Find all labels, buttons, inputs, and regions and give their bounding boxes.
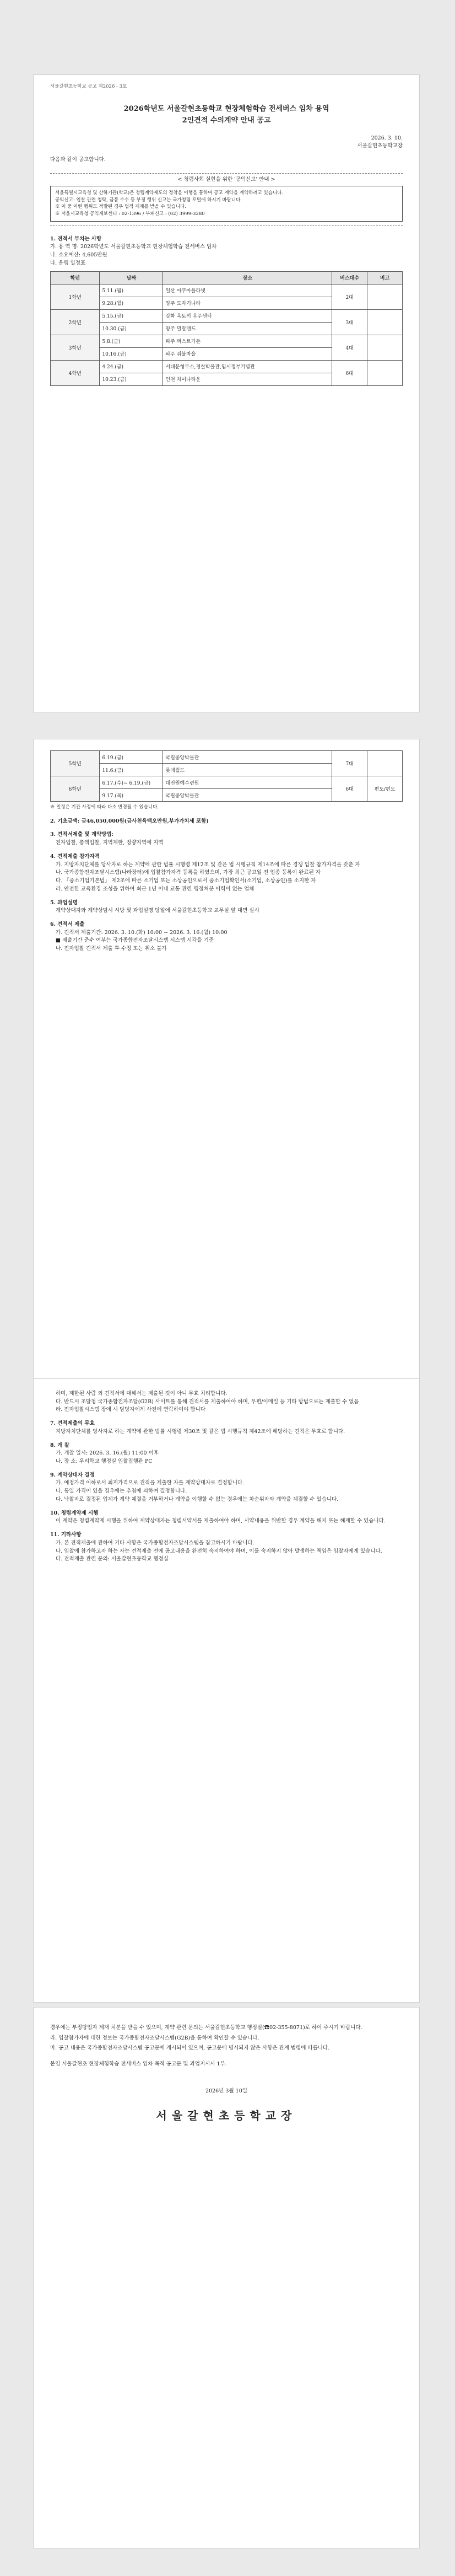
place-cell: 서대문형무소,경찰박물관,임시정부기념관 bbox=[163, 360, 332, 373]
table-row bbox=[51, 335, 403, 347]
page-4-line: 경우에는 부정당업자 제재 처분을 받을 수 있으며, 계약 관련 문의는 서울갈현초등학교 행정실(☎02-355-8071)로 하여 주시기 바랍니다. bbox=[50, 2025, 362, 2031]
section-body-line: 나. 동일 가격이 있을 경우에는 추첨에 의하여 결정합니다. bbox=[56, 1488, 187, 1495]
table-row bbox=[51, 309, 403, 322]
place-cell: 파주 쥐불마을 bbox=[163, 347, 332, 360]
place-cell: 양주 도자기나라 bbox=[163, 297, 332, 309]
notice-title-line-1: 2026학년도 서울갈현초등학교 현장체험학습 전세버스 임차 용역 bbox=[123, 105, 329, 113]
place-cell: 롯데월드 bbox=[163, 764, 332, 776]
schedule-table-continued bbox=[50, 750, 403, 802]
date-cell: 10.23.(금) bbox=[100, 373, 163, 385]
buses-cell: 2대 bbox=[332, 284, 367, 309]
date-cell: 4.24.(금) bbox=[100, 360, 163, 373]
notice-line: ※ 서울시교육청 공익제보센터 : 02-1396 / 부패신고 : (02) 3999-3280 bbox=[55, 211, 205, 217]
grade-cell: 2학년 bbox=[51, 309, 100, 335]
section-body-line: 다. 견적제출 관련 문의: 서울갈현초등학교 행정실 bbox=[56, 1556, 169, 1563]
document-page-2 bbox=[33, 739, 420, 1391]
section-body-line: 이 계약은 청렴계약제 시행을 위하여 계약상대자는 청렴서약서를 제출하여야 하며, 서약내용을 위반할 경우 계약을 해지 또는 해제할 수 있습니다. bbox=[56, 1518, 386, 1525]
place-cell: 인천 차이나타운 bbox=[163, 373, 332, 385]
section-heading: 3. 견적서제출 및 계약방법: bbox=[50, 831, 114, 838]
notice-line: 공익신고: 입찰 관련 청탁, 금품 수수 등 부정 행위 신고는 국가청렴 포털에 하시기 바랍니다. bbox=[55, 197, 242, 203]
notice-box bbox=[50, 186, 403, 222]
section-body-line: 가. 지방자치단체를 당사자로 하는 계약에 관한 법률 시행령 제12조 및 같은 법 시행규칙 제14조에 따른 경쟁 입찰 참가자격을 갖춘 자 bbox=[56, 861, 360, 868]
section-body-line: 나. 국가종합전자조달시스템(나라장터)에 입찰참가자격 등록을 하였으며, 가장 최근 공고일 전 업종 등록이 완료된 자 bbox=[56, 870, 321, 876]
notice-line: 서울특별시교육청 및 산하기관(학교)은 청렴계약제도의 정착을 이행을 통하여 공고 계약을 계약하려고 있습니다. bbox=[55, 190, 284, 196]
document-page-1 bbox=[33, 74, 420, 712]
section-heading: 11. 기타사항 bbox=[50, 1532, 82, 1538]
note-cell bbox=[367, 284, 403, 309]
section-heading: 5. 과업설명 bbox=[50, 899, 78, 906]
place-cell: 국립중앙박물관 bbox=[163, 751, 332, 764]
school-head: 서울갈현초등학교장 bbox=[357, 143, 403, 149]
buses-cell: 7대 bbox=[332, 751, 367, 776]
section-body-line: ■ 제출기간 준수 여부는 국가종합전자조달시스템 시스템 시각을 기준 bbox=[56, 937, 214, 944]
date-cell: 5.15.(금) bbox=[100, 309, 163, 322]
buses-cell: 6대 bbox=[332, 360, 367, 385]
date-cell: 9.17.(목) bbox=[100, 789, 163, 802]
grade-cell: 1학년 bbox=[51, 284, 100, 309]
buses-cell: 4대 bbox=[332, 335, 367, 360]
notice-title-line-2: 2인견적 수의계약 안내 공고 bbox=[182, 116, 271, 125]
grade-cell: 6학년 bbox=[51, 776, 100, 802]
section-body-line: 나. 입찰에 참가하고자 하는 자는 견적제출 전에 공고내용을 완전히 숙지하여야 하며, 이를 숙지하지 않아 발생하는 책임은 입찰자에게 있습니다. bbox=[56, 1548, 382, 1554]
table-row bbox=[51, 284, 403, 297]
place-cell: 파주 퍼스트가든 bbox=[163, 335, 332, 347]
col-note: 비고 bbox=[367, 271, 403, 284]
section-body-line: 라. 안전한 교육환경 조성을 위하여 최근 1년 이내 교통 관련 행정처분 이력이 없는 업체 bbox=[56, 886, 254, 892]
notice-date: 2026. 3. 10. bbox=[371, 135, 403, 141]
section-body-line: 라. 전자입찰시스템 장애 시 담당자에게 사전에 연락하여야 합니다 bbox=[56, 1407, 205, 1413]
place-cell: 대전원예수련원 bbox=[163, 776, 332, 789]
page-2-content bbox=[50, 750, 403, 953]
document-page-4 bbox=[33, 2007, 420, 2548]
col-grade: 학년 bbox=[51, 271, 100, 284]
col-place: 장소 bbox=[163, 271, 332, 284]
note-cell bbox=[367, 751, 403, 776]
section-body-line: 나. 장 소: 우리학교 행정실 입찰집행관 PC bbox=[56, 1458, 153, 1465]
grade-cell: 3학년 bbox=[51, 335, 100, 360]
col-date: 날짜 bbox=[100, 271, 163, 284]
section-1-item: 나. 소요예산: 4,605만원 bbox=[50, 252, 107, 259]
grade-cell: 4학년 bbox=[51, 360, 100, 385]
section-body-line: 다. 반드시 조달청 국가종합전자조달(G2B) 사이트를 통해 견적서를 제출하여야 하며, 우편/이메일 등 기타 방법으로는 제출할 수 없음 bbox=[56, 1398, 359, 1405]
date-cell: 9.28.(월) bbox=[100, 297, 163, 309]
page-4-line: 마. 공고 내용은 국가종합전자조달시스템 공고문에 게시되어 있으며, 공고문에 명시되지 않은 사항은 관계 법령에 따릅니다. bbox=[50, 2045, 330, 2052]
section-body-line: 지방자치단체를 당사자로 하는 계약에 관한 법률 시행령 제30조 및 같은 법 시행규칙 제42조에 해당하는 견적은 무효로 합니다. bbox=[56, 1428, 345, 1435]
date-cell: 10.30.(금) bbox=[100, 322, 163, 335]
date-cell: 5.11.(월) bbox=[100, 284, 163, 297]
section-heading: 9. 계약상대자 결정 bbox=[50, 1472, 95, 1478]
page-3-body bbox=[50, 1390, 403, 1564]
schedule-header-row bbox=[51, 271, 403, 284]
attachment-line: 붙임 서울갈현초 현장체험학습 전세버스 임차 목적 공고문 및 과업지시서 1부. bbox=[50, 2061, 227, 2068]
page-2-body bbox=[50, 818, 403, 953]
place-cell: 강화 옥토끼 우주센터 bbox=[163, 309, 332, 322]
note-cell: 편도/편도 bbox=[367, 776, 403, 802]
section-body-line: 가. 개찰 일시: 2026. 3. 16.(월) 11:00 이후 bbox=[56, 1450, 159, 1457]
section-body-line: 전자입찰, 총액입찰, 지역제한, 정량지역에 지역 bbox=[56, 840, 164, 846]
schedule-table bbox=[50, 271, 403, 386]
intro-text: 다음과 같이 공고합니다. bbox=[50, 157, 106, 163]
place-cell: 국립중앙박물관 bbox=[163, 789, 332, 802]
notice-number: 서울갈현초등학교 공고 제2026 - 3호 bbox=[50, 84, 127, 89]
section-heading: 6. 견적서 제출 bbox=[50, 921, 85, 927]
schedule-note: ※ 일정은 기관 사정에 따라 다소 변경될 수 있습니다. bbox=[50, 804, 159, 810]
note-cell bbox=[367, 309, 403, 335]
section-1-heading: 1. 견적서 부치는 사항 bbox=[50, 235, 102, 242]
section-heading: 10. 청렴계약제 시행 bbox=[50, 1510, 99, 1516]
section-heading: 2. 기초금액: 금46,050,000원(금사천육백오만원,부가가치세 포함) bbox=[50, 818, 209, 824]
place-cell: 일산 아쿠아플라넷 bbox=[163, 284, 332, 297]
place-cell: 양주 밀랍랜드 bbox=[163, 322, 332, 335]
date-cell: 5.8.(금) bbox=[100, 335, 163, 347]
note-cell bbox=[367, 360, 403, 385]
page-1-content bbox=[50, 83, 403, 386]
table-row bbox=[51, 360, 403, 373]
section-body-line: 가. 본 견적제출에 관하여 기타 사항은 국가종합전자조달시스템을 참고하시기 바랍니다. bbox=[56, 1539, 254, 1546]
notice-line: ※ 이 중 어떤 행위도 적발된 경우 법적 제재를 받을 수 있습니다. bbox=[55, 204, 186, 210]
page-4-content bbox=[50, 2024, 403, 2123]
notice-heading: < 청렴사회 실현을 위한 '공익신고' 안내 > bbox=[50, 173, 403, 183]
table-row bbox=[51, 751, 403, 764]
document-page-3 bbox=[33, 1378, 420, 2003]
page-4-line: 라. 입찰참가자에 대한 정보는 국가종합전자조달시스템(G2B)을 통하여 확인할 수 있습니다. bbox=[50, 2035, 259, 2041]
section-heading: 8. 개 찰 bbox=[50, 1442, 69, 1448]
section-heading: 4. 견적제출 참가자격 bbox=[50, 853, 100, 860]
section-body-line: 가. 견적서 제출기간: 2026. 3. 10.(화) 10:00 ~ 2026. 3. 16.(월) 10:00 bbox=[56, 929, 228, 936]
section-heading: 7. 견적제출의 무효 bbox=[50, 1420, 95, 1427]
date-cell: 10.16.(금) bbox=[100, 347, 163, 360]
section-body-line: 다. 「중소기업기본법」 제2조에 따른 소기업 또는 소상공인으로서 중소기업확인서(소기업, 소상공인)를 소지한 자 bbox=[56, 878, 316, 884]
section-body-line: 나. 전자입찰 견적서 제출 후 수정 또는 취소 불가 bbox=[56, 946, 167, 952]
table-row bbox=[51, 776, 403, 789]
signature: 서울갈현초등학교장 bbox=[156, 2108, 297, 2122]
buses-cell: 3대 bbox=[332, 309, 367, 335]
section-body-line: 다. 낙찰자로 결정된 업체가 계약 체결을 거부하거나 계약을 이행할 수 없는 경우에는 차순위자와 계약을 체결할 수 있습니다. bbox=[56, 1496, 339, 1502]
section-body-line: 하며, 제한된 사람 외 견적서에 대해서는 제출된 것이 아니 무효 처리합니다. bbox=[56, 1391, 228, 1397]
note-cell bbox=[367, 335, 403, 360]
section-body-line: 계약상대자와 계약상담시 시방 및 과업설명 당일에 서울갈현초등학교 교무실 앞 대면 실시 bbox=[56, 908, 259, 914]
col-buses: 버스대수 bbox=[332, 271, 367, 284]
section-1-item: 가. 용 역 명: 2026학년도 서울갈현초등학교 현장체험학습 전세버스 임차 bbox=[50, 244, 217, 250]
date-cell: 6.17.(수)~ 6.19.(금) bbox=[100, 776, 163, 789]
buses-cell: 6대 bbox=[332, 776, 367, 802]
closing-date: 2026년 3월 10일 bbox=[205, 2087, 247, 2094]
section-1-item: 다. 운행 일정표 bbox=[50, 260, 86, 266]
date-cell: 11.6.(금) bbox=[100, 764, 163, 776]
section-body-line: 가. 예정가격 이하로서 최저가격으로 견적을 제출한 자를 계약상대자로 결정합니다. bbox=[56, 1480, 245, 1486]
grade-cell: 5학년 bbox=[51, 751, 100, 776]
date-cell: 6.19.(금) bbox=[100, 751, 163, 764]
